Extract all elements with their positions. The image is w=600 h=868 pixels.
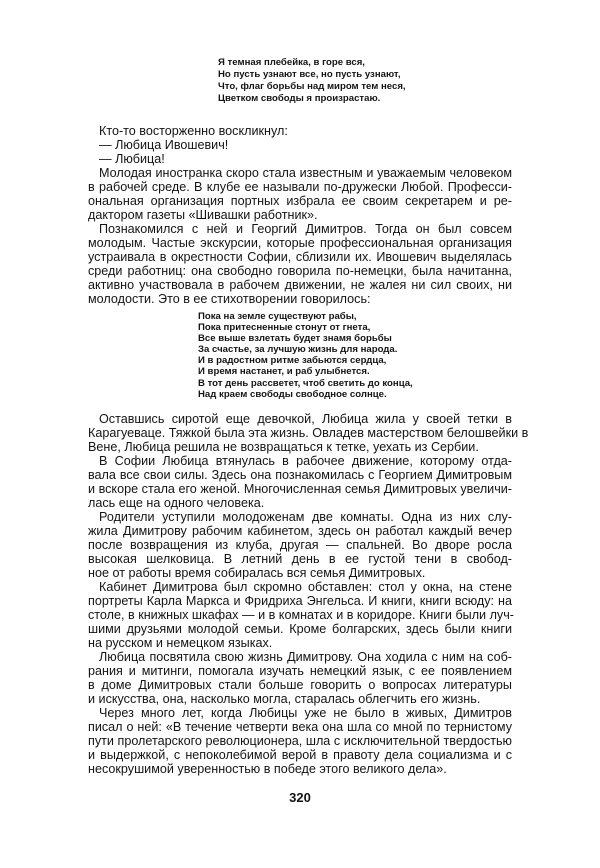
paragraph [88, 510, 512, 580]
epigraph-poem [218, 57, 406, 105]
poem-line: В тот день рассветет, чтоб светить до конца, [198, 377, 413, 389]
text-line: устраивала в окрестности Софии, сблизили их. Ивошевич выделялась [88, 250, 512, 264]
text-line: Молодая иностранка скоро стала известным и уважаемым человеком [99, 166, 512, 180]
text-line: Карагуеваце. Тяжкой была эта жизнь. Овладев мастерством белошвейки в [88, 426, 529, 440]
text-line: несокрушимой уверенностью в победе этого великого дела». [88, 762, 447, 776]
poem-line: Все выше взлетать будет знамя борьбы [198, 333, 392, 345]
paragraph [88, 580, 512, 650]
text-line: рания и митинги, помогала изучать немецкий язык, с ее появлением [88, 664, 512, 678]
paragraph [88, 650, 512, 706]
paragraph [88, 706, 512, 776]
text-line: Родители уступили молодоженам две комнаты. Одна из них слу- [99, 510, 512, 524]
text-line: молодости. Это в ее стихотворении говорилось: [88, 292, 371, 306]
text-line: лась еще на одного человека. [88, 496, 265, 510]
body-text-part-2 [88, 412, 529, 776]
paragraph [88, 222, 512, 306]
text-line: ональная организация портных избрала ее своим секретарем и ре- [88, 194, 512, 208]
text-line: Кто-то восторженно воскликнул: [99, 124, 288, 138]
text-line: — Любица Ивошевич! [99, 138, 229, 152]
text-line: среди работниц: она свободно говорила по-немецки, была начитанна, [88, 264, 512, 278]
text-line: вала все свои силы. Здесь она познакомилась с Георгием Димитровым [88, 468, 512, 482]
poem-line: Над краем свободы свободное солнце. [198, 388, 387, 400]
paragraph [88, 454, 512, 510]
text-line: Через много лет, когда Любицы уже не было в живых, Димитров [99, 706, 512, 720]
text-line: Кабинет Димитрова был скромно обставлен: стол у окна, на стене [99, 580, 512, 594]
text-line: жила Димитрову рабочим кабинетом, здесь он работал каждый вечер [88, 524, 512, 538]
text-line: молодым. Частые экскурсии, которые профессиональная организация [88, 236, 512, 250]
text-line: дактором газеты «Шивашки работник». [88, 208, 318, 222]
text-line: Любица посвятила свою жизнь Димитрову. Она ходила с ним на соб- [99, 650, 512, 664]
text-line: высокая шелковица. В летний день в ее густой тени в свобод- [88, 552, 512, 566]
poem-line: За счастье, за лучшую жизнь для народа. [198, 344, 398, 356]
text-line: в рабочей среде. В клубе ее называли по-дружески Любой. Професси- [88, 180, 512, 194]
page-number: 320 [289, 790, 311, 805]
text-line: активно участвовала в рабочем движении, не жалея ни сил своих, ни [88, 278, 512, 292]
poem-line: Цветком свободы я произрастаю. [218, 93, 381, 104]
poem-line: Я темная плебейка, в горе вся, [218, 57, 365, 68]
text-line: — Любица! [99, 152, 165, 166]
text-line: после возвращения из клуба, другая — спальней. Во дворе росла [88, 538, 512, 552]
text-line: шими друзьями молодой семьи. Кроме болгарских, здесь были книги [88, 622, 512, 636]
text-line: и вскоре стала его женой. Многочисленная семья Димитровых увеличи- [88, 482, 512, 496]
poem-line: И в радостном ритме забьются сердца, [198, 355, 387, 367]
poem-line: Пока притесненные стонут от гнета, [198, 322, 371, 334]
text-line: портреты Карла Маркса и Фридриха Энгельса. И книги, книги всюду: на [88, 594, 512, 608]
poem-line: Что, флаг борьбы над миром тем неся, [218, 81, 406, 92]
quoted-poem [198, 311, 413, 400]
text-line: пути пролетарского революционера, шла с исключительной твердостью [88, 734, 512, 748]
paragraph [88, 138, 512, 152]
body-text-part-1 [88, 124, 512, 306]
poem-line: Пока на земле существуют рабы, [198, 311, 357, 322]
text-line: ное от работы время собиралась вся семья Димитровых. [88, 566, 426, 580]
paragraph [88, 124, 512, 138]
paragraph [88, 412, 529, 454]
text-line: и выдержкой, с непоколебимой верой в правоту дела социализма и с [88, 748, 512, 762]
text-line: в доме Димитровых стали больше говорить о вопросах литературы [88, 678, 512, 692]
paragraph [88, 166, 512, 222]
text-line: Познакомился с ней и Георгий Димитров. Тогда он был совсем [99, 222, 512, 236]
poem-line: И время настанет, и раб улыбнется. [198, 366, 370, 378]
text-line: на русском и немецком языках. [88, 636, 273, 650]
poem-line: Но пусть узнают все, но пусть узнают, [218, 69, 401, 80]
text-line: В Софии Любица втянулась в рабочее движение, которому отда- [99, 454, 512, 468]
text-line: столе, в книжных шкафах — и в комнатах и в коридоре. Книги были луч- [88, 608, 514, 622]
text-line: писал о ней: «В течение четверти века она шла со мной по тернистому [88, 720, 512, 734]
text-line: Вене, Любица решила не возвращаться к тетке, уехать из Сербии. [88, 440, 479, 454]
text-line: и искусства, она, насколько могла, старалась облегчить его жизнь. [88, 692, 481, 706]
text-line: Оставшись сиротой еще девочкой, Любица жила у своей тетки в [99, 412, 512, 426]
paragraph [88, 152, 512, 166]
